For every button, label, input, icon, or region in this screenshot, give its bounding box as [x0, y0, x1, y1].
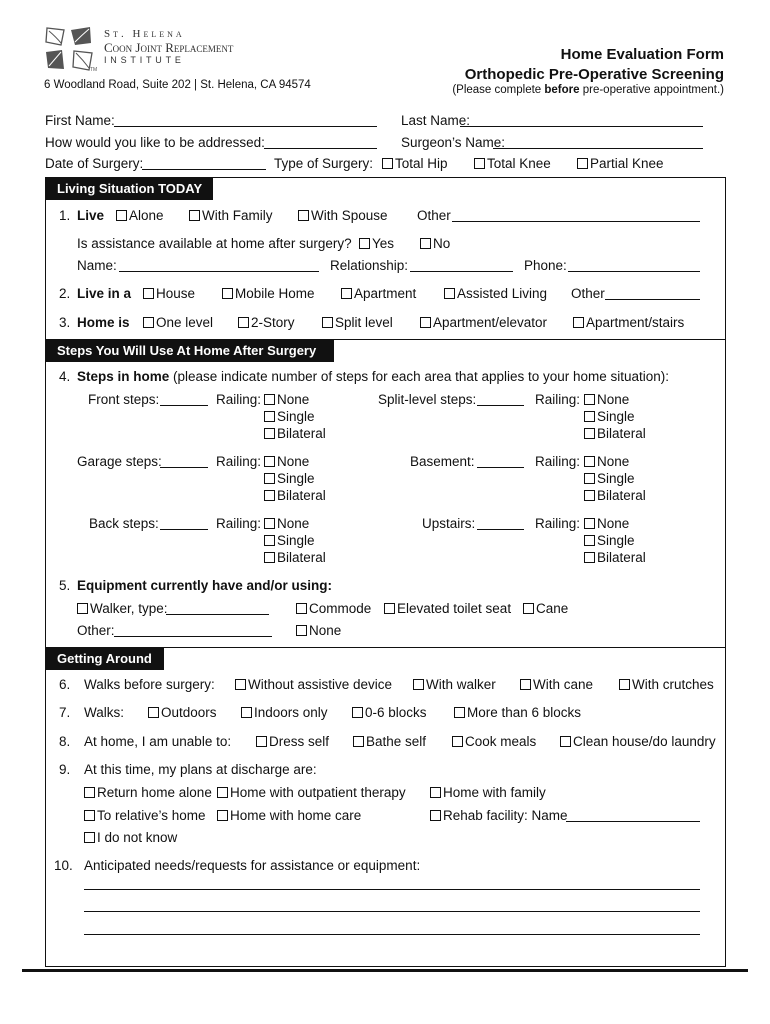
- surgeon-label: Surgeon’s Name:: [401, 135, 506, 150]
- option-apartment-elevator[interactable]: Apartment/elevator: [420, 316, 547, 330]
- basement-steps-field[interactable]: [477, 467, 524, 468]
- option-clean-house[interactable]: Clean house/do laundry: [560, 735, 716, 749]
- checkbox[interactable]: [577, 158, 588, 169]
- front-steps-label: Front steps:: [88, 392, 160, 407]
- checkbox[interactable]: [84, 787, 95, 798]
- checkbox[interactable]: [264, 473, 275, 484]
- checkbox[interactable]: [619, 679, 630, 690]
- form-title: Home Evaluation Form: [560, 46, 724, 63]
- option-more-than-6-blocks[interactable]: More than 6 blocks: [454, 706, 581, 720]
- option-outpatient-therapy[interactable]: Home with outpatient therapy: [217, 786, 406, 800]
- question-number: 1.: [59, 208, 71, 223]
- upstairs-steps-field[interactable]: [477, 529, 524, 530]
- question-label-live: Live: [77, 208, 105, 223]
- checkbox[interactable]: [560, 736, 571, 747]
- checkbox[interactable]: [296, 603, 307, 614]
- split-level-steps-field[interactable]: [477, 405, 524, 406]
- phone-field[interactable]: [568, 271, 700, 272]
- back-steps-label: Back steps:: [89, 516, 159, 531]
- other-label: Other: [571, 286, 605, 301]
- checkbox[interactable]: [584, 428, 595, 439]
- rehab-facility-name-field[interactable]: [566, 821, 700, 822]
- form-note: (Please complete before pre-operative appointment.): [452, 84, 724, 96]
- option-partial-knee[interactable]: Partial Knee: [577, 157, 664, 171]
- org-address: 6 Woodland Road, Suite 202 | St. Helena, CA 94574: [44, 79, 311, 91]
- checkbox[interactable]: [264, 394, 275, 405]
- split-railing-none[interactable]: None: [584, 393, 629, 407]
- checkbox[interactable]: [217, 810, 228, 821]
- section-header-steps: Steps You Will Use At Home After Surgery: [46, 340, 334, 362]
- option-rehab-facility[interactable]: Rehab facility: Name: [430, 809, 568, 823]
- option-none-equipment[interactable]: None: [296, 624, 341, 638]
- railing-label: Railing:: [535, 516, 581, 531]
- upstairs-railing-single[interactable]: Single: [584, 534, 635, 548]
- option-two-story[interactable]: 2-Story: [238, 316, 295, 330]
- railing-label: Railing:: [216, 516, 262, 531]
- option-alone[interactable]: Alone: [116, 209, 164, 223]
- option-walker[interactable]: Walker, type:: [77, 602, 168, 616]
- question-number: 6.: [59, 677, 71, 692]
- question-number: 5.: [59, 578, 71, 593]
- checkbox[interactable]: [264, 411, 275, 422]
- walker-type-field[interactable]: [166, 614, 269, 615]
- option-elevated-toilet-seat[interactable]: Elevated toilet seat: [384, 602, 511, 616]
- garage-railing-bilateral[interactable]: Bilateral: [264, 489, 326, 503]
- date-of-surgery-field[interactable]: [142, 169, 266, 170]
- checkbox[interactable]: [382, 158, 393, 169]
- option-do-not-know[interactable]: I do not know: [84, 831, 177, 845]
- checkbox[interactable]: [520, 679, 531, 690]
- garage-railing-single[interactable]: Single: [264, 472, 315, 486]
- question-number: 9.: [59, 762, 71, 777]
- last-name-label: Last Name:: [401, 113, 471, 128]
- checkbox[interactable]: [359, 238, 370, 249]
- org-name-line1: St. Helena: [104, 28, 185, 40]
- assist-name-field[interactable]: [119, 271, 319, 272]
- addressed-label: How would you like to be addressed:: [45, 135, 265, 150]
- question-walks-before: Walks before surgery:: [84, 677, 215, 692]
- front-railing-single[interactable]: Single: [264, 410, 315, 424]
- checkbox[interactable]: [584, 490, 595, 501]
- checkbox[interactable]: [148, 707, 159, 718]
- checkbox[interactable]: [296, 625, 307, 636]
- addressed-field[interactable]: [264, 148, 377, 149]
- question-number: 7.: [59, 705, 71, 720]
- checkbox[interactable]: [430, 810, 441, 821]
- option-return-home-alone[interactable]: Return home alone: [84, 786, 212, 800]
- page-footer-rule: [22, 969, 748, 972]
- upstairs-steps-label: Upstairs:: [422, 516, 476, 531]
- option-with-spouse[interactable]: With Spouse: [298, 209, 388, 223]
- leaf-logo-icon: [44, 25, 96, 73]
- question-equipment: Equipment currently have and/or using:: [77, 578, 333, 593]
- checkbox[interactable]: [217, 787, 228, 798]
- back-railing-single[interactable]: Single: [264, 534, 315, 548]
- option-apartment[interactable]: Apartment: [341, 287, 416, 301]
- section-header-living: Living Situation TODAY: [46, 178, 213, 200]
- question-number: 3.: [59, 315, 71, 330]
- trademark: TM: [90, 67, 98, 73]
- option-home-with-family[interactable]: Home with family: [430, 786, 546, 800]
- other-label: Other: [417, 208, 451, 223]
- checkbox[interactable]: [430, 787, 441, 798]
- back-railing-bilateral[interactable]: Bilateral: [264, 551, 326, 565]
- option-yes[interactable]: Yes: [359, 237, 394, 251]
- option-total-knee[interactable]: Total Knee: [474, 157, 551, 171]
- checkbox[interactable]: [84, 810, 95, 821]
- checkbox[interactable]: [420, 317, 431, 328]
- question-unable-to: At home, I am unable to:: [84, 734, 232, 749]
- section-header-getting-around: Getting Around: [46, 648, 164, 670]
- first-name-field[interactable]: [114, 126, 377, 127]
- checkbox[interactable]: [264, 490, 275, 501]
- question-number: 4.: [59, 369, 71, 384]
- checkbox[interactable]: [384, 603, 395, 614]
- checkbox[interactable]: [584, 473, 595, 484]
- needs-answer-line[interactable]: [84, 911, 700, 912]
- checkbox[interactable]: [341, 288, 352, 299]
- checkbox[interactable]: [452, 736, 463, 747]
- checkbox[interactable]: [352, 707, 363, 718]
- checkbox[interactable]: [584, 411, 595, 422]
- checkbox[interactable]: [584, 456, 595, 467]
- equipment-other-label: Other:: [77, 623, 115, 638]
- option-mobile-home[interactable]: Mobile Home: [222, 287, 315, 301]
- basement-steps-label: Basement:: [410, 454, 475, 469]
- option-split-level[interactable]: Split level: [322, 316, 393, 330]
- option-without-device[interactable]: Without assistive device: [235, 678, 392, 692]
- checkbox[interactable]: [264, 518, 275, 529]
- front-railing-none[interactable]: None: [264, 393, 309, 407]
- basement-railing-none[interactable]: None: [584, 455, 629, 469]
- back-railing-none[interactable]: None: [264, 517, 309, 531]
- option-with-walker[interactable]: With walker: [413, 678, 496, 692]
- checkbox[interactable]: [298, 210, 309, 221]
- option-one-level[interactable]: One level: [143, 316, 213, 330]
- type-of-surgery-label: Type of Surgery:: [274, 156, 374, 171]
- checkbox[interactable]: [322, 317, 333, 328]
- option-relatives-home[interactable]: To relative’s home: [84, 809, 206, 823]
- checkbox[interactable]: [143, 288, 154, 299]
- option-total-hip[interactable]: Total Hip: [382, 157, 448, 171]
- checkbox[interactable]: [116, 210, 127, 221]
- upstairs-railing-none[interactable]: None: [584, 517, 629, 531]
- checkbox[interactable]: [264, 535, 275, 546]
- split-railing-bilateral[interactable]: Bilateral: [584, 427, 646, 441]
- option-0-6-blocks[interactable]: 0-6 blocks: [352, 706, 427, 720]
- checkbox[interactable]: [256, 736, 267, 747]
- split-railing-single[interactable]: Single: [584, 410, 635, 424]
- railing-label: Railing:: [216, 454, 262, 469]
- question-number: 8.: [59, 734, 71, 749]
- form-subtitle: Orthopedic Pre-Operative Screening: [464, 66, 724, 83]
- checkbox[interactable]: [584, 518, 595, 529]
- question-walks: Walks:: [84, 705, 124, 720]
- question-label-live-in: Live in a: [77, 286, 132, 301]
- option-bathe-self[interactable]: Bathe self: [353, 735, 426, 749]
- question-number: 2.: [59, 286, 71, 301]
- live-in-other-field[interactable]: [605, 299, 700, 300]
- front-steps-field[interactable]: [160, 405, 208, 406]
- option-cook-meals[interactable]: Cook meals: [452, 735, 536, 749]
- org-name-line2: Coon Joint Replacement: [104, 40, 234, 55]
- upstairs-railing-bilateral[interactable]: Bilateral: [584, 551, 646, 565]
- option-dress-self[interactable]: Dress self: [256, 735, 329, 749]
- option-apartment-stairs[interactable]: Apartment/stairs: [573, 316, 684, 330]
- question-steps-in-home: Steps in home (please indicate number of steps for each area that applies to your home situation):: [77, 369, 670, 384]
- question-number: 10.: [54, 858, 73, 873]
- checkbox[interactable]: [573, 317, 584, 328]
- question-discharge-plans: At this time, my plans at discharge are:: [84, 762, 317, 777]
- assistance-question: Is assistance available at home after surgery?: [77, 236, 352, 251]
- option-home-care[interactable]: Home with home care: [217, 809, 361, 823]
- option-cane[interactable]: Cane: [523, 602, 568, 616]
- needs-answer-line[interactable]: [84, 934, 700, 935]
- option-indoors-only[interactable]: Indoors only: [241, 706, 328, 720]
- checkbox[interactable]: [454, 707, 465, 718]
- surgeon-field[interactable]: [493, 148, 703, 149]
- railing-label: Railing:: [535, 454, 581, 469]
- split-level-steps-label: Split-level steps:: [378, 392, 477, 407]
- front-railing-bilateral[interactable]: Bilateral: [264, 427, 326, 441]
- checkbox[interactable]: [77, 603, 88, 614]
- checkbox[interactable]: [584, 394, 595, 405]
- checkbox[interactable]: [238, 317, 249, 328]
- live-other-field[interactable]: [452, 221, 700, 222]
- railing-label: Railing:: [216, 392, 262, 407]
- option-commode[interactable]: Commode: [296, 602, 371, 616]
- checkbox[interactable]: [264, 456, 275, 467]
- assist-name-label: Name:: [77, 258, 117, 273]
- checkbox[interactable]: [143, 317, 154, 328]
- checkbox[interactable]: [444, 288, 455, 299]
- checkbox[interactable]: [264, 428, 275, 439]
- org-name-line3: INSTITUTE: [104, 55, 185, 65]
- needs-answer-line[interactable]: [84, 889, 700, 890]
- railing-label: Railing:: [535, 392, 581, 407]
- garage-steps-label: Garage steps:: [77, 454, 162, 469]
- option-house[interactable]: House: [143, 287, 195, 301]
- garage-steps-field[interactable]: [160, 467, 208, 468]
- equipment-other-field[interactable]: [114, 636, 272, 637]
- checkbox[interactable]: [584, 535, 595, 546]
- question-label-home-is: Home is: [77, 315, 130, 330]
- checkbox[interactable]: [222, 288, 233, 299]
- checkbox[interactable]: [474, 158, 485, 169]
- checkbox[interactable]: [413, 679, 424, 690]
- relationship-label: Relationship:: [330, 258, 409, 273]
- back-steps-field[interactable]: [160, 529, 208, 530]
- checkbox[interactable]: [584, 552, 595, 563]
- checkbox[interactable]: [241, 707, 252, 718]
- date-of-surgery-label: Date of Surgery:: [45, 156, 144, 171]
- option-outdoors[interactable]: Outdoors: [148, 706, 217, 720]
- checkbox[interactable]: [189, 210, 200, 221]
- relationship-field[interactable]: [410, 271, 513, 272]
- checkbox[interactable]: [264, 552, 275, 563]
- question-anticipated-needs: Anticipated needs/requests for assistance or equipment:: [84, 858, 421, 873]
- basement-railing-single[interactable]: Single: [584, 472, 635, 486]
- garage-railing-none[interactable]: None: [264, 455, 309, 469]
- first-name-label: First Name:: [45, 113, 115, 128]
- last-name-field[interactable]: [460, 126, 703, 127]
- option-with-crutches[interactable]: With crutches: [619, 678, 714, 692]
- option-no[interactable]: No: [420, 237, 450, 251]
- basement-railing-bilateral[interactable]: Bilateral: [584, 489, 646, 503]
- option-assisted-living[interactable]: Assisted Living: [444, 287, 547, 301]
- checkbox[interactable]: [84, 832, 95, 843]
- checkbox[interactable]: [353, 736, 364, 747]
- checkbox[interactable]: [420, 238, 431, 249]
- phone-label: Phone:: [524, 258, 567, 273]
- checkbox[interactable]: [523, 603, 534, 614]
- option-with-family[interactable]: With Family: [189, 209, 273, 223]
- checkbox[interactable]: [235, 679, 246, 690]
- option-with-cane[interactable]: With cane: [520, 678, 593, 692]
